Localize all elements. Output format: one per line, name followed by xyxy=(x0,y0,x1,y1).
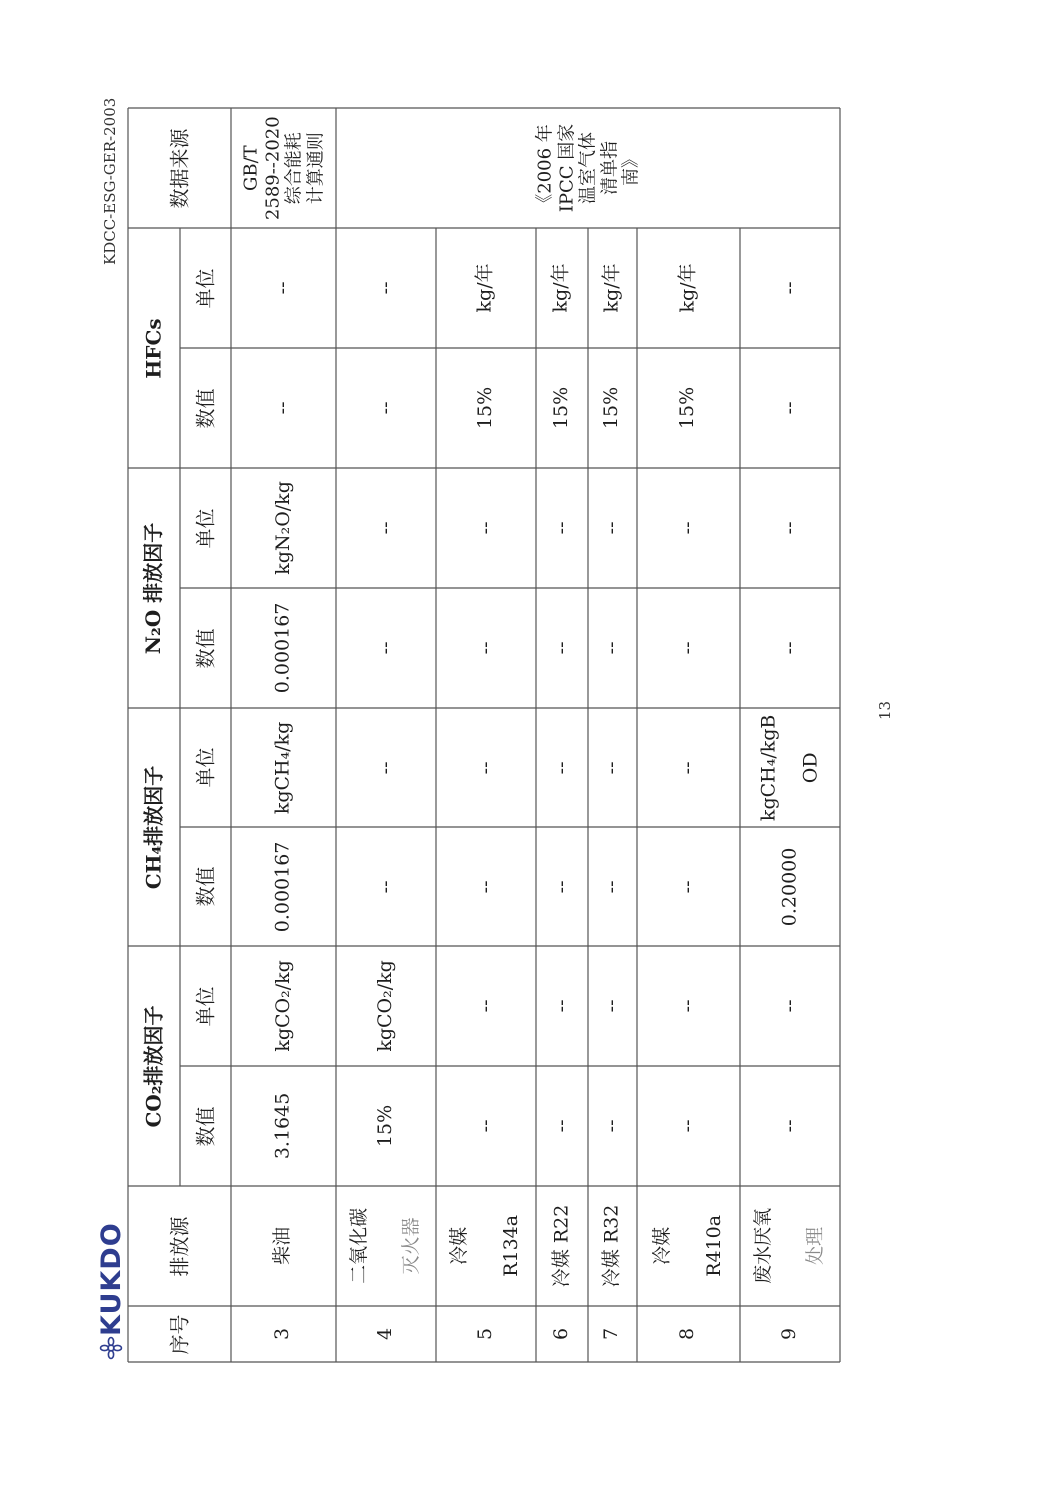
cell-hfc-value xyxy=(536,348,588,468)
cell-text: -- xyxy=(271,401,294,415)
cell-n2o-unit xyxy=(436,468,536,588)
cell-seq xyxy=(536,1306,588,1362)
cell-text: -- xyxy=(374,401,397,415)
cell-hfc-value xyxy=(740,348,840,468)
cell-text: -- xyxy=(778,641,801,655)
header-n2o: N₂O 排放因子 xyxy=(141,522,166,654)
cell-n2o-value xyxy=(588,588,637,708)
cell-text: kg/年 xyxy=(550,263,573,313)
cell-source xyxy=(336,1186,436,1306)
cell-n2o-value xyxy=(536,588,588,708)
source-line-2: 灭火器 xyxy=(399,1217,422,1275)
cell-text: -- xyxy=(374,281,397,295)
kukdo-flower-icon xyxy=(99,1336,123,1360)
cell-co2-unit xyxy=(536,946,588,1066)
cell-ch4-unit xyxy=(436,708,536,827)
cell-co2-value xyxy=(740,1066,840,1186)
cell-text: -- xyxy=(374,880,397,893)
source-line-2: R134a xyxy=(500,1215,522,1277)
cell-seq xyxy=(637,1306,740,1362)
cell-n2o-unit xyxy=(740,468,840,588)
cell-source xyxy=(436,1186,536,1306)
source-line-1: 冷媒 R22 xyxy=(550,1204,573,1288)
cell-co2-value xyxy=(436,1066,536,1186)
cell-text: -- xyxy=(600,521,623,535)
cell-hfc-unit xyxy=(436,228,536,348)
cell-text: 5 xyxy=(474,1327,497,1341)
cell-source xyxy=(231,1186,336,1306)
cell-text: 8 xyxy=(676,1327,699,1341)
cell-ch4-unit xyxy=(637,708,740,827)
cell-seq xyxy=(436,1306,536,1362)
source-line-1: 冷媒 R32 xyxy=(600,1204,623,1288)
cell-co2-unit xyxy=(637,946,740,1066)
cell-text: 7 xyxy=(600,1327,623,1341)
cell-text: kgCH₄/kg xyxy=(271,721,294,814)
cell-co2-value xyxy=(536,1066,588,1186)
header-ch4: CH₄排放因子 xyxy=(141,765,166,889)
page-number: 13 xyxy=(876,700,894,720)
subheader-n2o-value: 数值 xyxy=(193,628,217,668)
header-data-source: 数据来源 xyxy=(167,128,191,208)
cell-seq xyxy=(740,1306,840,1362)
cell-co2-unit xyxy=(231,946,336,1066)
cell-text: 4 xyxy=(374,1327,397,1341)
document-code: KDCC-ESG-GER-2003 xyxy=(101,97,119,265)
cell-text: 15% xyxy=(474,386,497,430)
subheader-ch4-unit: 单位 xyxy=(193,747,217,788)
cell-ch4-unit xyxy=(536,708,588,827)
cell-text: -- xyxy=(778,999,801,1013)
cell-source xyxy=(740,1186,840,1306)
cell-n2o-unit xyxy=(588,468,637,588)
ch4-unit-line-2: OD xyxy=(799,752,822,783)
cell-hfc-unit xyxy=(536,228,588,348)
cell-ch4-unit xyxy=(231,708,336,827)
cell-text: -- xyxy=(600,999,623,1013)
cell-text: kg/年 xyxy=(600,263,623,313)
cell-text: -- xyxy=(474,880,497,893)
data-source-gbt: GB/T 2589--2020 综合能耗 计算通则 xyxy=(240,116,327,220)
source-line-2: R410a xyxy=(702,1215,725,1277)
cell-co2-value xyxy=(231,1066,336,1186)
cell-text: -- xyxy=(550,999,573,1013)
cell-hfc-value xyxy=(231,348,336,468)
cell-co2-unit xyxy=(336,946,436,1066)
cell-hfc-unit xyxy=(588,228,637,348)
cell-ch4-value xyxy=(336,827,436,946)
cell-ch4-value xyxy=(536,827,588,946)
cell-co2-value xyxy=(588,1066,637,1186)
cell-text: -- xyxy=(676,641,699,655)
cell-text: 0.000167 xyxy=(271,841,294,932)
cell-ch4-unit xyxy=(588,708,637,827)
cell-text: -- xyxy=(676,1119,699,1133)
cell-text: -- xyxy=(600,761,623,774)
cell-hfc-unit xyxy=(740,228,840,348)
cell-n2o-value xyxy=(436,588,536,708)
cell-co2-unit xyxy=(436,946,536,1066)
cell-text: -- xyxy=(778,281,801,295)
cell-text: 9 xyxy=(778,1327,801,1341)
cell-text: -- xyxy=(474,1119,497,1133)
cell-hfc-unit xyxy=(231,228,336,348)
cell-text: -- xyxy=(778,401,801,415)
cell-text: -- xyxy=(676,521,699,535)
cell-text: -- xyxy=(676,761,699,774)
header-source: 排放源 xyxy=(167,1216,191,1276)
cell-text: -- xyxy=(550,1119,573,1133)
cell-text: 15% xyxy=(600,386,623,430)
cell-hfc-value xyxy=(588,348,637,468)
source-line-1: 冷媒 xyxy=(448,1227,471,1266)
cell-ch4-unit xyxy=(336,708,436,827)
cell-seq xyxy=(588,1306,637,1362)
subheader-n2o-unit: 单位 xyxy=(193,508,217,548)
cell-source xyxy=(588,1186,637,1306)
company-logo xyxy=(96,1220,128,1360)
cell-text: -- xyxy=(600,880,623,893)
cell-hfc-unit xyxy=(336,228,436,348)
cell-text: 3.1645 xyxy=(271,1092,294,1160)
cell-text: -- xyxy=(550,880,573,893)
logo-wordmark: KUKDO xyxy=(96,1222,127,1336)
subheader-hfc-value: 数值 xyxy=(193,388,217,428)
cell-text: 6 xyxy=(550,1327,573,1341)
cell-ch4-value xyxy=(588,827,637,946)
cell-n2o-value xyxy=(740,588,840,708)
header-hfcs: HFCs xyxy=(141,317,166,379)
cell-text: kg/年 xyxy=(676,263,699,313)
header-seq: 序号 xyxy=(167,1314,191,1354)
cell-text: 0.000167 xyxy=(271,602,294,694)
subheader-ch4-value: 数值 xyxy=(193,866,217,907)
source-line-1: 柴油 xyxy=(271,1226,294,1266)
cell-co2-value xyxy=(336,1066,436,1186)
source-line-1: 废水厌氧 xyxy=(752,1207,775,1285)
cell-text: -- xyxy=(550,521,573,535)
cell-text: -- xyxy=(600,1119,623,1133)
cell-text: -- xyxy=(271,281,294,295)
cell-n2o-unit xyxy=(336,468,436,588)
cell-text: kgCO₂/kg xyxy=(271,960,294,1052)
cell-text: 15% xyxy=(374,1104,397,1148)
cell-text: -- xyxy=(374,761,397,774)
cell-text: kgN₂O/kg xyxy=(271,481,294,575)
cell-text: -- xyxy=(778,1119,801,1133)
cell-text: -- xyxy=(374,641,397,655)
cell-source xyxy=(536,1186,588,1306)
cell-ch4-value xyxy=(231,827,336,946)
source-line-2: 处理 xyxy=(803,1226,826,1266)
cell-text: kgCO₂/kg xyxy=(374,960,397,1052)
cell-n2o-unit xyxy=(637,468,740,588)
cell-text: -- xyxy=(600,641,623,655)
cell-ch4-unit xyxy=(740,708,840,827)
header-co2: CO₂排放因子 xyxy=(141,1004,166,1128)
cell-co2-unit xyxy=(588,946,637,1066)
cell-text: kg/年 xyxy=(474,263,497,313)
cell-text: -- xyxy=(374,521,397,535)
cell-text: -- xyxy=(474,999,497,1013)
cell-text: -- xyxy=(676,880,699,893)
cell-n2o-unit xyxy=(536,468,588,588)
cell-n2o-unit xyxy=(231,468,336,588)
cell-source xyxy=(637,1186,740,1306)
cell-ch4-value xyxy=(637,827,740,946)
cell-text: -- xyxy=(474,521,497,535)
cell-co2-value xyxy=(637,1066,740,1186)
cell-seq xyxy=(231,1306,336,1362)
cell-n2o-value xyxy=(336,588,436,708)
cell-text: -- xyxy=(474,761,497,774)
cell-text: -- xyxy=(474,641,497,655)
source-line-1: 二氧化碳 xyxy=(348,1207,371,1285)
source-line-1: 冷媒 xyxy=(650,1227,673,1266)
subheader-co2-value: 数值 xyxy=(193,1106,217,1146)
cell-ch4-value xyxy=(436,827,536,946)
data-source-ipcc: 《2006 年 IPCC 国家 温室气体 清单指 南》 xyxy=(534,123,642,213)
cell-text: 15% xyxy=(550,386,573,430)
cell-text: 3 xyxy=(271,1327,294,1341)
cell-hfc-value xyxy=(637,348,740,468)
subheader-co2-unit: 单位 xyxy=(193,986,217,1026)
ch4-unit-line-1: kgCH₄/kgB xyxy=(757,714,780,821)
cell-seq xyxy=(336,1306,436,1362)
cell-ch4-value xyxy=(740,827,840,946)
cell-text: 15% xyxy=(676,386,699,430)
cell-text: -- xyxy=(550,761,573,774)
cell-text: -- xyxy=(550,641,573,655)
cell-co2-unit xyxy=(740,946,840,1066)
cell-hfc-value xyxy=(336,348,436,468)
cell-text: -- xyxy=(676,999,699,1013)
cell-n2o-value xyxy=(231,588,336,708)
cell-hfc-value xyxy=(436,348,536,468)
cell-text: -- xyxy=(778,521,801,535)
cell-n2o-value xyxy=(637,588,740,708)
cell-text: 0.20000 xyxy=(778,847,801,926)
subheader-hfc-unit: 单位 xyxy=(193,268,217,308)
cell-hfc-unit xyxy=(637,228,740,348)
